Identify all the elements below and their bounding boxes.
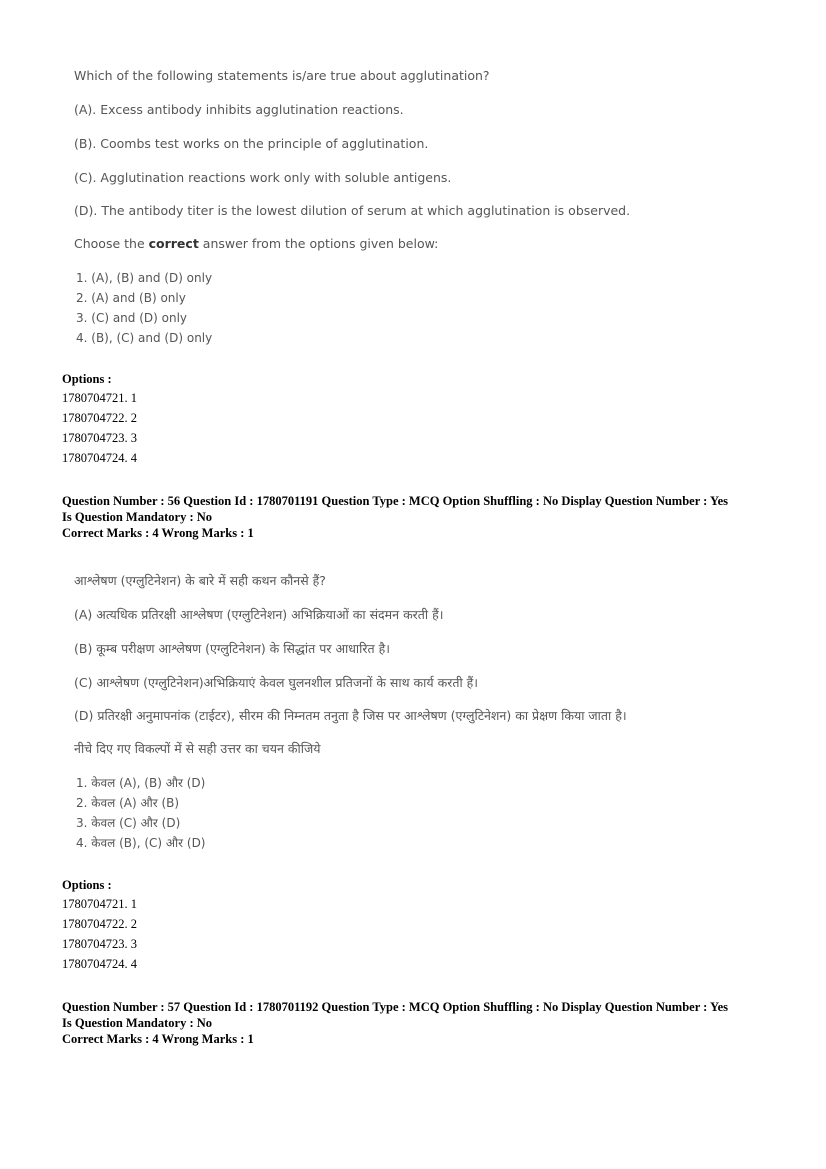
options-label: Options : <box>62 878 112 892</box>
meta-line: Question Number : 56 Question Id : 1780701191 Question Type : MCQ Option Shuffling : No Display Question Number : Yes <box>62 494 729 508</box>
answer-instruction: नीचे दिए गए विकल्पों में से सही उत्तर का चयन कीजिये <box>74 741 321 756</box>
option-item: 1780704724. 4 <box>62 451 137 465</box>
option-item: 1780704722. 2 <box>62 917 137 931</box>
meta-line: Question Number : 57 Question Id : 1780701192 Question Type : MCQ Option Shuffling : No Display Question Number : Yes <box>62 1000 729 1014</box>
choice-list <box>76 268 212 348</box>
option-item: 1780704723. 3 <box>62 937 137 951</box>
question-meta <box>62 999 728 1047</box>
choice-item: 1. केवल (A), (B) और (D) <box>76 776 206 790</box>
statement-c: (C). Agglutination reactions work only with soluble antigens. <box>74 170 452 185</box>
options-label: Options : <box>62 372 112 386</box>
options-list <box>62 388 137 468</box>
options-list <box>62 894 137 974</box>
choice-item: 3. (C) and (D) only <box>76 311 188 325</box>
question-meta <box>62 493 728 541</box>
choice-item: 2. (A) and (B) only <box>76 291 186 305</box>
option-item: 1780704721. 1 <box>62 897 137 911</box>
instruction-emphasis: correct <box>148 236 199 251</box>
option-item: 1780704722. 2 <box>62 411 137 425</box>
statement-d: (D). The antibody titer is the lowest dilution of serum at which agglutination is observed. <box>74 203 631 218</box>
statement-b: (B). Coombs test works on the principle of agglutination. <box>74 136 429 151</box>
choice-item: 2. केवल (A) और (B) <box>76 796 180 810</box>
statement-c: (C) आश्लेषण (एग्लुटिनेशन)अभिक्रियाएं केवल घुलनशील प्रतिजनों के साथ कार्य करती हैं। <box>74 675 479 690</box>
choice-item: 4. (B), (C) and (D) only <box>76 331 213 345</box>
statement-a: (A) अत्यधिक प्रतिरक्षी आश्लेषण (एग्लुटिनेशन) अभिक्रियाओं का संदमन करती हैं। <box>74 607 444 622</box>
statement-d: (D) प्रतिरक्षी अनुमापनांक (टाईटर), सीरम की निम्नतम तनुता है जिस पर आश्लेषण (एग्लुटिनेशन) का प्रेक्षण किया जाता है। <box>74 708 627 723</box>
question-stem: Which of the following statements is/are true about agglutination? <box>74 68 490 83</box>
statement-a: (A). Excess antibody inhibits agglutination reactions. <box>74 102 404 117</box>
choice-list <box>76 773 206 853</box>
meta-line: Is Question Mandatory : No <box>62 510 213 524</box>
option-item: 1780704723. 3 <box>62 431 137 445</box>
option-item: 1780704724. 4 <box>62 957 137 971</box>
meta-line: Is Question Mandatory : No <box>62 1016 213 1030</box>
choice-item: 3. केवल (C) और (D) <box>76 816 181 830</box>
meta-line: Correct Marks : 4 Wrong Marks : 1 <box>62 526 254 540</box>
answer-instruction: Choose the correct answer from the options given below: <box>74 236 439 251</box>
question-stem: आश्लेषण (एग्लुटिनेशन) के बारे में सही कथन कौनसे हैं? <box>74 573 326 588</box>
statement-b: (B) कूम्ब परीक्षण आश्लेषण (एग्लुटिनेशन) के सिद्धांत पर आधारित है। <box>74 641 390 656</box>
choice-item: 4. केवल (B), (C) और (D) <box>76 836 206 850</box>
option-item: 1780704721. 1 <box>62 391 137 405</box>
choice-item: 1. (A), (B) and (D) only <box>76 271 213 285</box>
meta-line: Correct Marks : 4 Wrong Marks : 1 <box>62 1032 254 1046</box>
